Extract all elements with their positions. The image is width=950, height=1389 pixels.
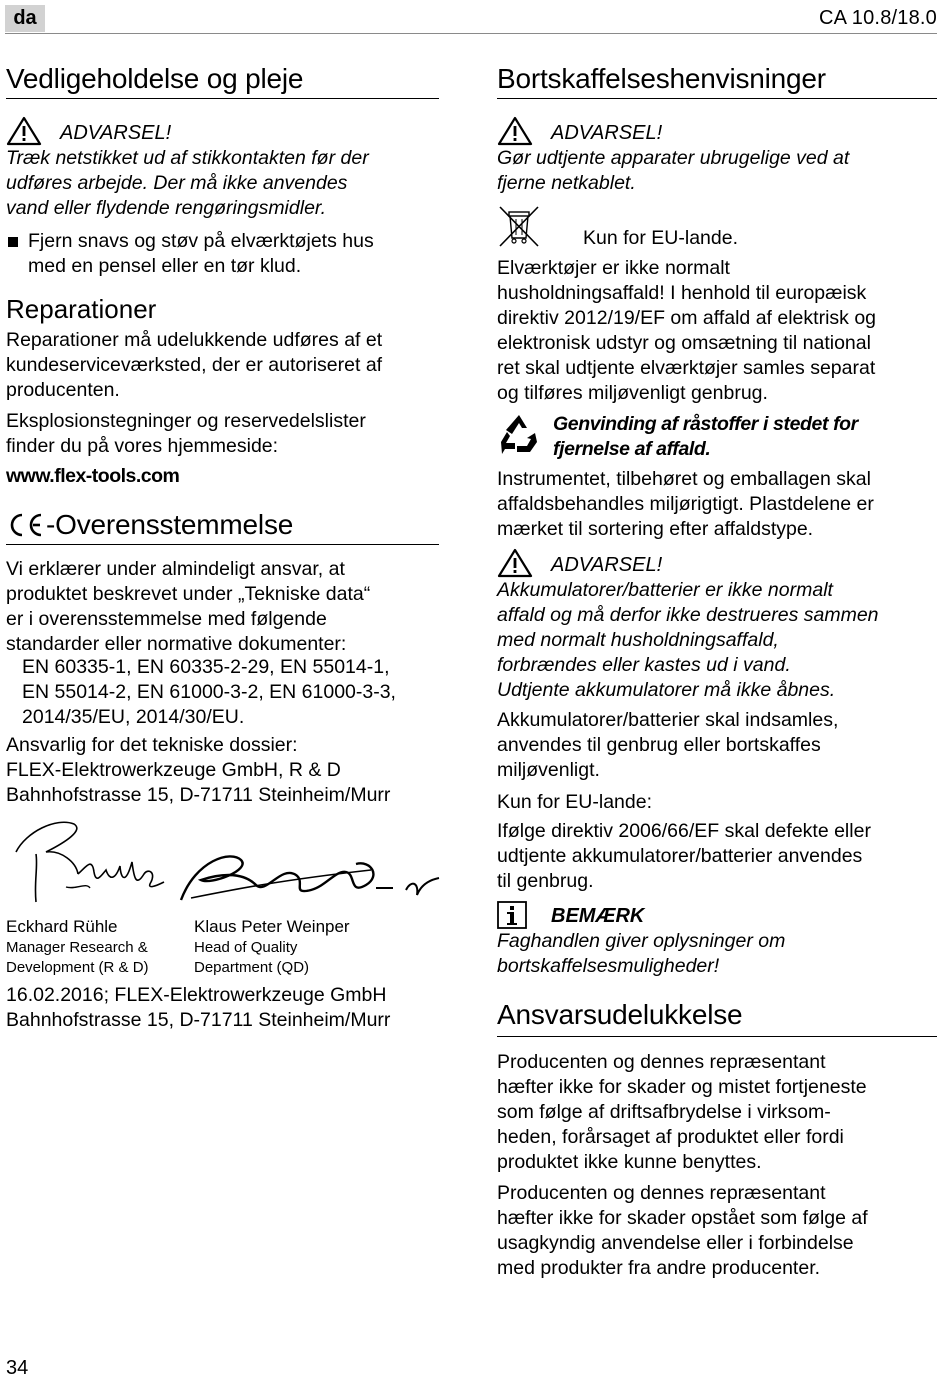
signatory-2-role: Head of Quality Department (QD) — [194, 939, 310, 976]
eu-only-label-2: Kun for EU-lande: — [497, 791, 653, 813]
liability-paragraph-1: Producenten og dennes repræsentant hæfter ikke for skader og mistet fortjeneste som følge af driftsafbrydelse i virksom- heden, forårsaget af produktet eller fordi produktet ikke kunne benyttes. — [497, 1051, 867, 1173]
warning-title: ADVARSEL! — [551, 554, 663, 576]
declaration-paragraph: Vi erklærer under almindeligt ansvar, at produktet beskrevet under „Tekniske data“ er i overensstemmelse med følgende standarder eller normative dokumenter: — [6, 558, 371, 655]
signature-weinper — [171, 840, 441, 910]
warning-text: Akkumulatorer/batterier er ikke normalt affald og må derfor ikke destrueres sammen med normalt husholdningsaffald, forbrændes eller kastes ud i vand. Udtjente akkumulatorer må ikke åbnes. — [497, 579, 879, 701]
recycling-row — [497, 412, 937, 462]
warning-text: Gør udtjente apparater ubrugelige ved at fjerne netkablet. — [497, 147, 850, 194]
crossed-bin-icon — [497, 204, 541, 248]
disposal-warning — [497, 116, 937, 196]
page-header — [5, 4, 937, 34]
liability-paragraph-2: Producenten og dennes repræsentant hæfter ikke for skader opstået som følge af usagkyndig anvendelse eller i forbindelse med produkter fra andre producenter. — [497, 1182, 868, 1279]
website-link[interactable]: www.flex-tools.com — [6, 465, 180, 487]
ce-heading-text: -Overensstemmelse — [46, 509, 294, 540]
packaging-paragraph: Instrumentet, tilbehøret og emballagen skal affaldsbehandles miljørigtigt. Plastdelene er mærket til sortering efter affaldstype. — [497, 468, 874, 540]
maintenance-warning — [6, 116, 439, 221]
ce-mark-icon — [6, 510, 46, 540]
warning-triangle-icon — [497, 116, 533, 146]
eu-only-label: Kun for EU-lande. — [583, 227, 739, 249]
recycle-icon — [497, 412, 541, 454]
ce-heading — [6, 508, 439, 545]
disposal-heading: Bortskaffelseshenvisninger — [497, 62, 937, 99]
signatory-1 — [6, 916, 186, 978]
cleaning-bullet: Fjern snavs og støv på elværktøjets hus med en pensel eller en tør klud. — [6, 229, 439, 279]
liability-heading: Ansvarsudelukkelse — [497, 999, 743, 1030]
standards-list: EN 60335-1, EN 60335-2-29, EN 55014-1, EN 55014-2, EN 61000-3-2, EN 61000-3-3, 2014/35/EU, 2014/30/EU. — [22, 656, 396, 728]
signatory-2 — [194, 916, 434, 978]
repairs-paragraph: Reparationer må udelukkende udføres af et kundeserviceværksted, der er autoriseret af producenten. — [6, 329, 383, 401]
signatory-1-role: Manager Research & Development (R & D) — [6, 939, 149, 976]
page-number: 34 — [6, 1357, 29, 1379]
recycling-text: Genvinding af råstoffer i stedet for fjernelse af affald. — [553, 413, 858, 460]
warning-title: ADVARSEL! — [60, 122, 172, 144]
bullet-square-icon — [8, 237, 18, 247]
battery-directive-paragraph: Ifølge direktiv 2006/66/EF skal defekte eller udtjente akkumulatorer/batterier anvendes til genbrug. — [497, 820, 871, 892]
maintenance-heading: Vedligeholdelse og pleje — [6, 62, 439, 99]
signatory-1-name: Eckhard Rühle — [6, 917, 118, 936]
signature-footer: 16.02.2016; FLEX-Elektrowerkzeuge GmbH Bahnhofstrasse 15, D-71711 Steinheim/Murr — [6, 984, 391, 1031]
warning-title: ADVARSEL! — [551, 122, 663, 144]
exploded-views-paragraph: Eksplosionstegninger og reservedelslister finder du på vores hjemmeside: — [6, 410, 366, 457]
signature-ruehle — [6, 812, 176, 912]
battery-warning — [497, 548, 937, 703]
note-title: BEMÆRK — [551, 905, 645, 927]
language-badge: da — [5, 5, 45, 32]
warning-text: Træk netstikket ud af stikkontakten før der udføres arbejde. Der må ikke anvendes vand eller flydende rengøringsmidler. — [6, 147, 369, 219]
warning-triangle-icon — [6, 116, 42, 146]
note-box — [497, 901, 937, 979]
liability-heading-rule — [497, 1036, 937, 1037]
note-text: Faghandlen giver oplysninger om bortskaffelsesmuligheder! — [497, 930, 786, 977]
battery-collection-paragraph: Akkumulatorer/batterier skal indsamles, anvendes til genbrug eller bortskaffes miljøvenligt. — [497, 709, 839, 781]
warning-triangle-icon — [497, 548, 533, 578]
weee-paragraph: Elværktøjer er ikke normalt husholdningsaffald! I henhold til europæisk direktiv 2012/19/EF om affald af elektrisk og elektronisk udstyr og omsætning til national ret skal udtjente elværktøjer samles separat og tilføres miljøvenligt genbrug. — [497, 257, 877, 404]
repairs-heading: Reparationer — [6, 294, 157, 324]
eu-only-row — [497, 204, 937, 251]
technical-dossier-paragraph: Ansvarlig for det tekniske dossier: FLEX-Elektrowerkzeuge GmbH, R & D Bahnhofstrasse 15, D-71711 Steinheim/Murr — [6, 734, 391, 806]
info-icon — [497, 901, 527, 929]
document-code: CA 10.8/18.0 — [818, 7, 937, 29]
signatory-2-name: Klaus Peter Weinper — [194, 917, 350, 936]
